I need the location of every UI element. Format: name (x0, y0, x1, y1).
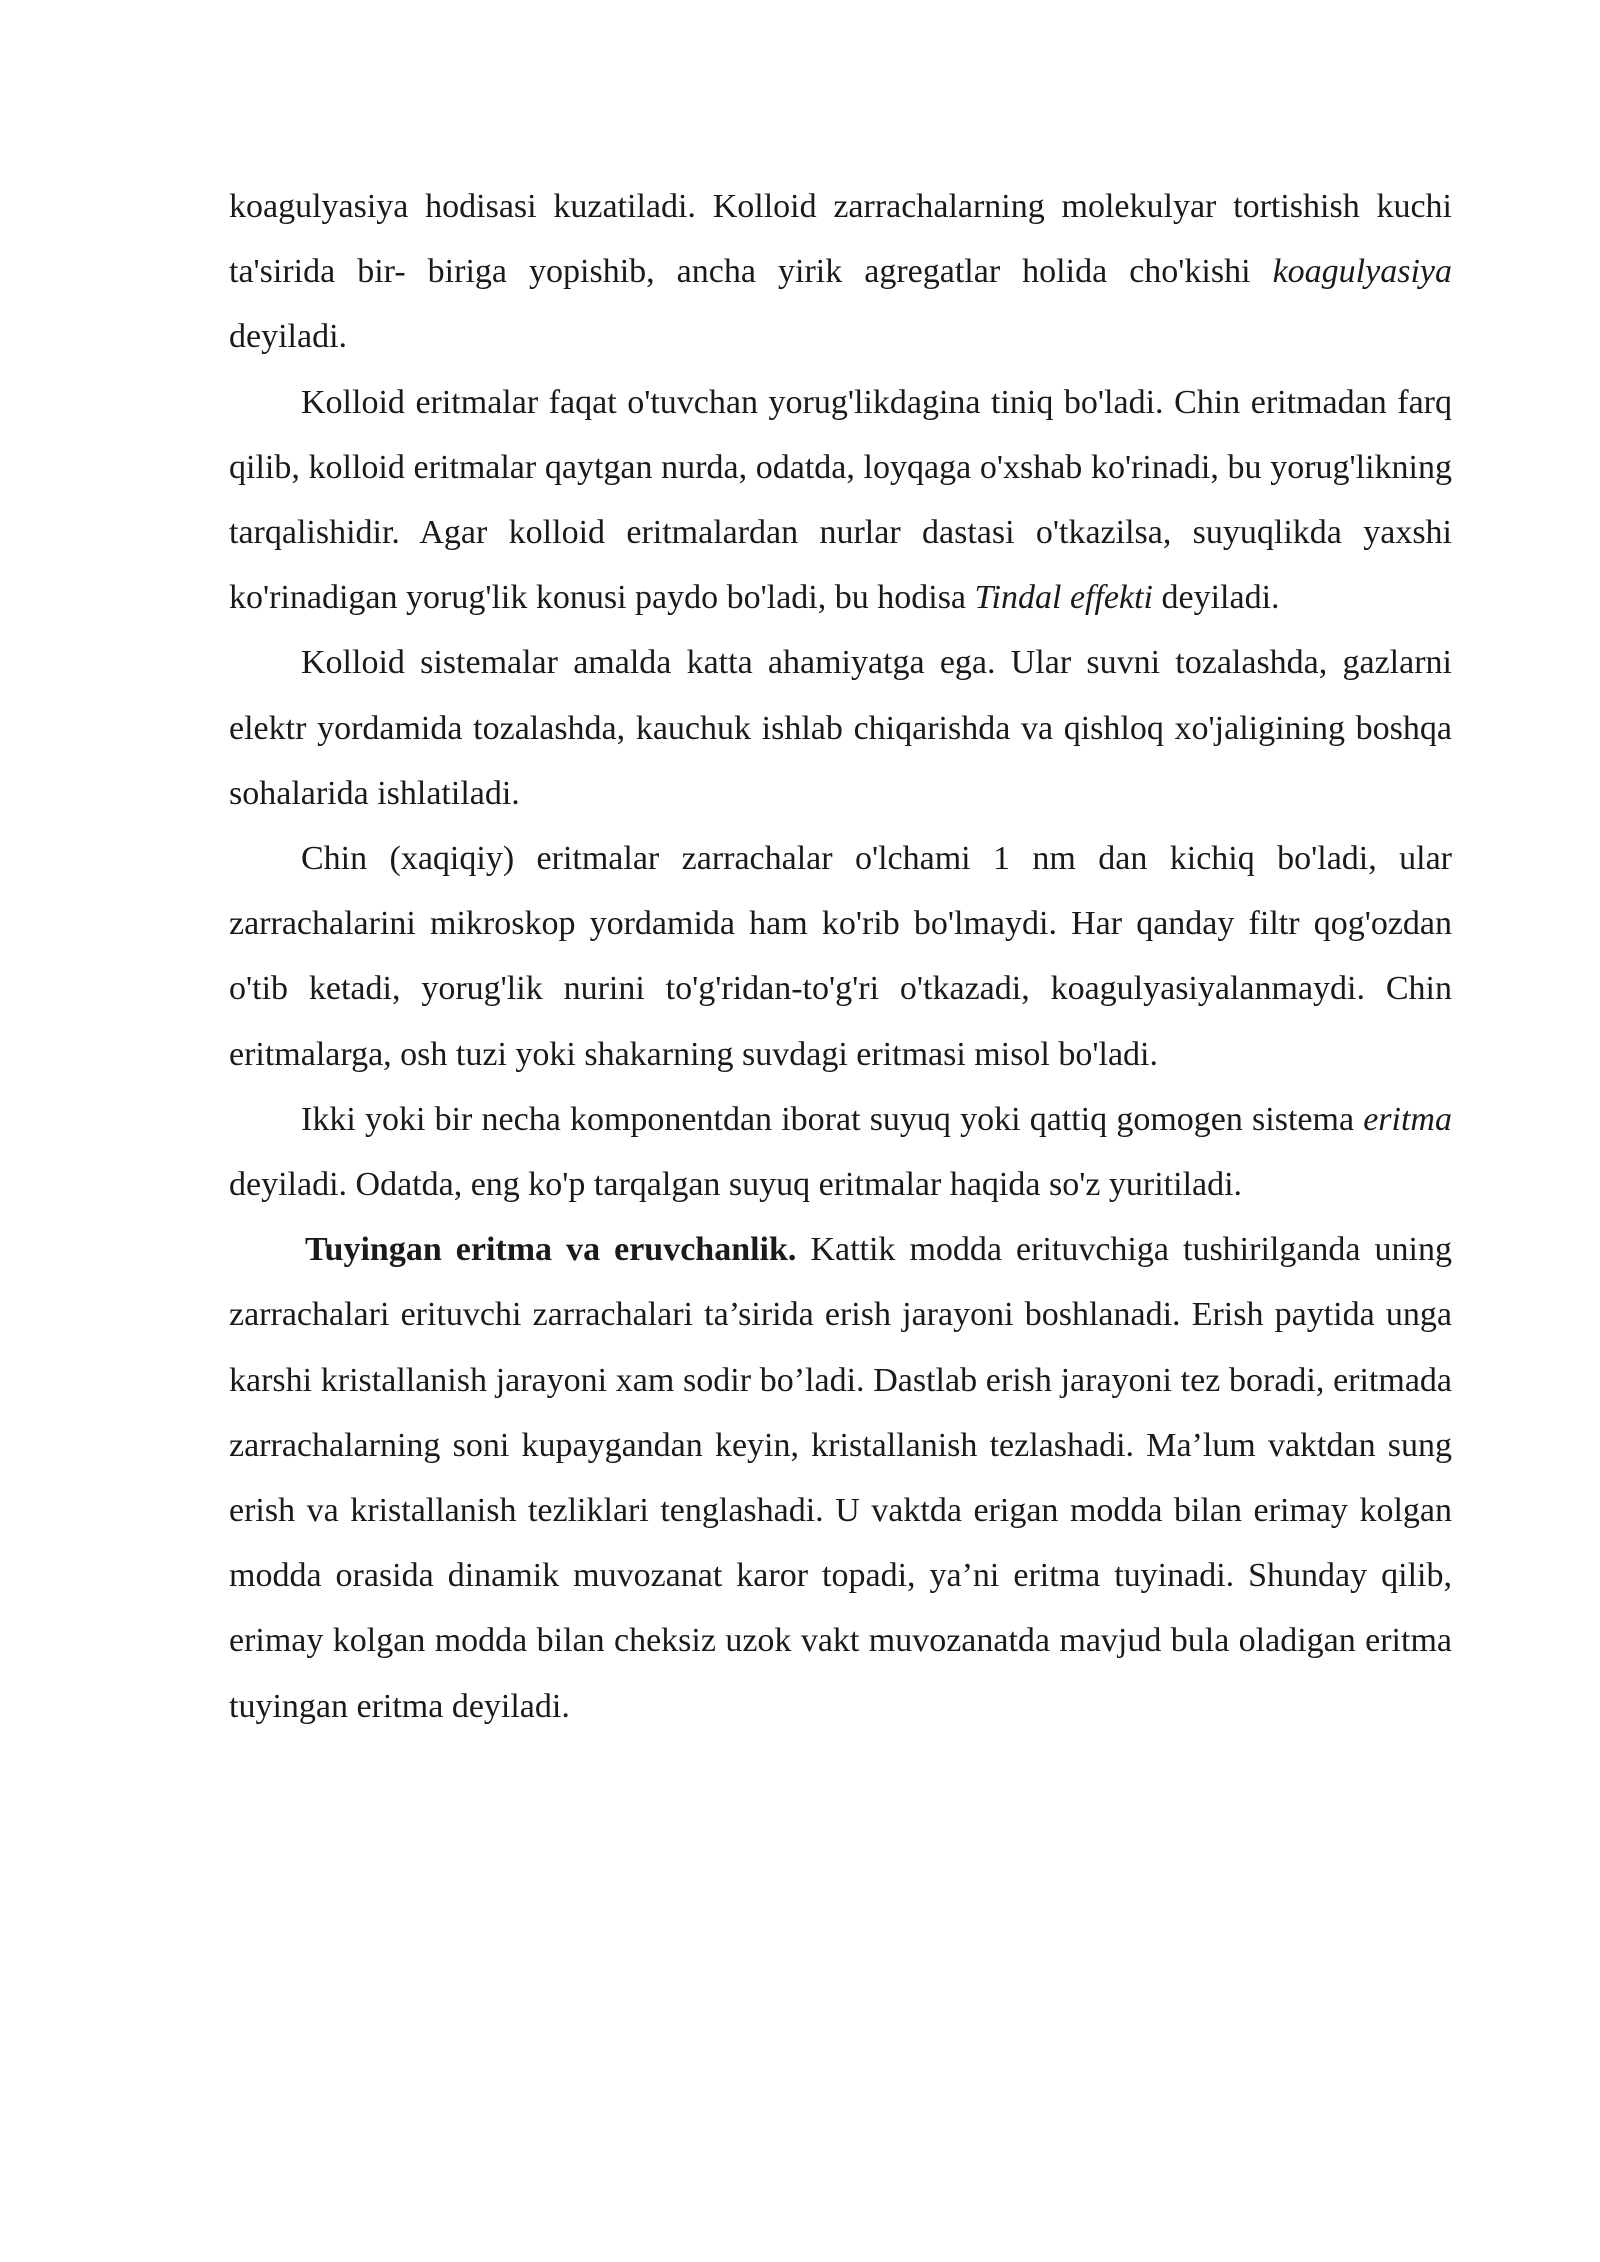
document-page (229, 174, 1452, 1739)
paragraph-chin-eritmalar (229, 826, 1452, 1087)
paragraph-koagulyasiya (229, 174, 1452, 370)
paragraph-text: Kattik modda erituvchiga tushirilganda uning zarrachalari erituvchi zarrachalari ta’sirida erish jarayoni boshlanadi. Erish paytida unga karshi kristallanish jarayoni xam sodir bo’ladi. Dastlab erish jarayoni tez boradi, eritmada zarrachalarning soni kupaygandan keyin, kristallanish tezlashadi. Ma’lum vaktdan sung erish va kristallanish tezliklari tenglashadi. U vaktda erigan modda bilan erimay kolgan modda orasida dinamik muvozanat karor topadi, ya’ni eritma tuyinadi. Shunday qilib, erimay kolgan modda bilan cheksiz uzok vakt muvozanatda mavjud bula oladigan eritma tuyingan eritma deyiladi. (229, 1231, 1452, 1725)
paragraph-text: deyiladi. Odatda, eng ko'p tarqalgan suyuq eritmalar haqida so'z yuritiladi. (229, 1166, 1243, 1204)
paragraph-tindal (229, 370, 1452, 631)
paragraph-text: Ikki yoki bir necha komponentdan iborat suyuq yoki qattiq gomogen sistema (301, 1100, 1364, 1138)
term-tindal-effekti: Tindal effekti (974, 579, 1153, 617)
paragraph-text: deyiladi. (1153, 579, 1280, 617)
paragraph-tuyingan-eritma (229, 1217, 1452, 1739)
paragraph-text: deyiladi. (229, 318, 348, 356)
section-heading: Tuyingan eritma va eruvchanlik. (305, 1231, 797, 1269)
paragraph-text: Kolloid sistemalar amalda katta ahamiyatga ega. Ular suvni tozalashda, gazlarni elektr yordamida tozalashda, kauchuk ishlab chiqarishda va qishloq xo'jaligining boshqa sohalarida ishlatiladi. (229, 644, 1452, 812)
paragraph-text: Kolloid eritmalar faqat o'tuvchan yorug'likdagina tiniq bo'ladi. Chin eritmadan farq qilib, kolloid eritmalar qaytgan nurda, odatda, loyqaga o'xshab ko'rinadi, bu yorug'likning tarqalishidir. Agar kolloid eritmalardan nurlar dastasi o'tkazilsa, suyuqlikda yaxshi ko'rinadigan yorug'lik konusi paydo bo'ladi, bu hodisa (229, 383, 1452, 617)
paragraph-eritma-definition (229, 1087, 1452, 1217)
paragraph-text: Chin (xaqiqiy) eritmalar zarrachalar o'lchami 1 nm dan kichiq bo'ladi, ular zarrachalarini mikroskop yordamida ham ko'rib bo'lmaydi. Har qanday filtr qog'ozdan o'tib ketadi, yorug'lik nurini to'g'ridan-to'g'ri o'tkazadi, koagulyasiyalanmaydi. Chin eritmalarga, osh tuzi yoki shakarning suvdagi eritmasi misol bo'ladi. (229, 840, 1452, 1073)
paragraph-kolloid-sistemalar (229, 630, 1452, 826)
term-koagulyasiya: koagulyasiya (1272, 253, 1452, 291)
paragraph-text: koagulyasiya hodisasi kuzatiladi. Kolloid zarrachalarning molekulyar tortishish kuchi ta'sirida bir- biriga yopishib, ancha yirik agregatlar holida cho'kishi (229, 188, 1452, 291)
term-eritma: eritma (1363, 1100, 1452, 1138)
